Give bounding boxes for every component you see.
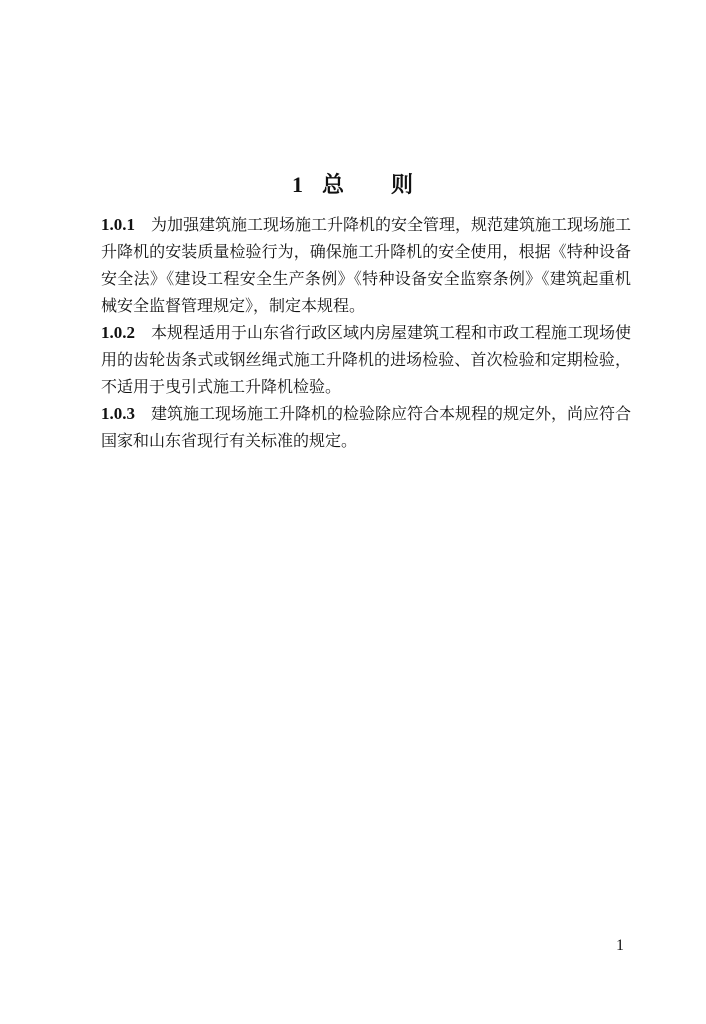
chapter-title — [0, 168, 706, 199]
chapter-number: 1 — [291, 172, 304, 197]
clause-text: 为加强建筑施工现场施工升降机的安全管理，规范建筑施工现场施工升降机的安装质量检验行为，确保施工升降机的安全使用，根据《特种设备安全法》《建设工程安全生产条例》《特种设备安全监察条例》《建筑起重机械安全监督管理规定》，制定本规程。 — [101, 215, 632, 315]
chapter-heading: 总 则 — [321, 173, 414, 198]
clause-text: 建筑施工现场施工升降机的检验除应符合本规程的规定外，尚应符合国家和山东省现行有关标准的规定。 — [101, 404, 632, 450]
clause-1-0-1 — [101, 211, 631, 319]
clause-1-0-2 — [101, 319, 631, 400]
clause-number: 1.0.2 — [101, 323, 135, 342]
clause-number: 1.0.1 — [101, 215, 135, 234]
body-text — [101, 211, 631, 454]
clause-1-0-3 — [101, 400, 631, 454]
page-number: 1 — [616, 937, 624, 954]
clause-text: 本规程适用于山东省行政区域内房屋建筑工程和市政工程施工现场使用的齿轮齿条式或钢丝绳式施工升降机的进场检验、首次检验和定期检验，不适用于曳引式施工升降机检验。 — [101, 323, 632, 396]
clause-number: 1.0.3 — [101, 404, 135, 423]
